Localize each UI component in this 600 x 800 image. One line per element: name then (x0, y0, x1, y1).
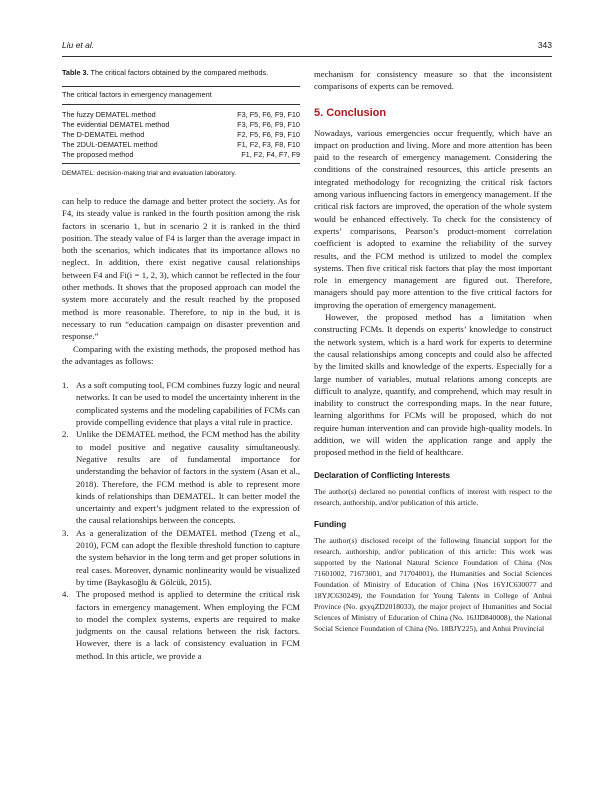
table-cell-method: The proposed method (62, 150, 134, 159)
table-row (62, 120, 300, 130)
running-header (62, 40, 552, 54)
table-caption-text: The critical factors obtained by the compared methods. (90, 68, 269, 77)
page-number: 343 (537, 40, 552, 50)
table-cell-method: The fuzzy DEMATEL method (62, 110, 156, 119)
left-column (62, 68, 300, 662)
header-author: Liu et al. (62, 40, 95, 50)
table-body (62, 105, 300, 163)
declaration-text: The author(s) declared no potential conflicts of interest with respect to the research, authorship, and/or publication of this article. (314, 486, 552, 507)
heading-declaration: Declaration of Conflicting Interests (314, 470, 451, 480)
list-item-number: 1. (62, 380, 69, 391)
paragraph-advantages-intro: Comparing with the existing methods, the proposed method has the advantages as follows: (62, 343, 300, 366)
list-item (62, 527, 300, 588)
table-cell-method: The 2DUL-DEMATEL method (62, 140, 158, 149)
list-item-text: The proposed method is applied to determine the critical risk factors in emergency management. When employing the FCM to model the complex systems, experts are required to make judgments on the causal relations between the risk factors. However, there is a lack of consistency evaluation in FCM method. In this article, we provide a (76, 589, 300, 661)
table-cell-method: The D-DEMATEL method (62, 130, 145, 139)
paragraph-conclusion-1: Nowadays, various emergencies occur frequently, which have an impact on production and living. More and more attention has been paid to the research of emergency management. Considering the conditions of the constrained resources, this article presents an integrated methodology for recognizing the critical risk factors among various influencing factors in emergency management. If the critical risk factors are improved, the operation of the whole system would be enhanced effectively. To check for the consistency of experts’ comparisons, Pearson’s product-moment correlation coefficient is adopted to examine the reliability of the survey results, and the FCM method is utilized to model the complex systems. Then five critical risk factors that play the most important role in emergency management are figured out. Therefore, managers should pay more attention to the five critical factors for improving the operation of emergency management. (314, 127, 552, 310)
heading-funding: Funding (314, 519, 347, 529)
list-item-text: As a generalization of the DEMATEL method (Tzeng et al., 2010), FCM can adopt the flexible threshold function to capture the system behavior in the long term and get proper solutions in real cases. Moreover, dynamic nonlinearity would be visualized by time (Baykasoğlu & Gölcük, 2015). (76, 527, 300, 587)
table-cell-factors: F3, F5, F6, F9, F10 (237, 120, 300, 129)
table-cell-factors: F2, F5, F6, F9, F10 (237, 130, 300, 139)
list-item-text: Unlike the DEMATEL method, the FCM method has the ability to model positive and negative causality simultaneously. Negative results are of fundamental importance for understanding the behavior of factors in the system (Asan et al., 2018). Therefore, the FCM method is able to represent more kinds of relationships than DEMATEL. It can better model the uncertainty and expert’s judgment related to the expression of the causal relationships between the concepts. (76, 429, 300, 526)
table-3 (62, 68, 300, 179)
table-row (62, 140, 300, 150)
funding-text: The author(s) disclosed receipt of the following financial support for the research, authorship, and/or publication of this article: This work was supported by the National Natural Science Foundation of China (Nos 71601002, 71673001, and 71704001), the Humanities and Social Sciences Foundation of Ministry of Education of China (Nos 16YJC630077 and 18YJC630249), the Foundation for Young Talents in College of Anhui Province (No. gxyqZD2018033), the major project of Humanities and Social Sciences of Ministry of Education of China (No. 16JJD840008), the National Social Science Foundation of China (No. 18BJY225), and Anhui Provincial (314, 535, 552, 633)
list-item-number: 3. (62, 527, 69, 538)
list-item (62, 588, 300, 662)
table-cell-factors: F1, F2, F3, F8, F10 (237, 140, 300, 149)
table-cell-factors: F1, F2, F4, F7, F9 (241, 150, 300, 159)
list-item-number: 2. (62, 429, 69, 440)
table-row (62, 110, 300, 120)
paragraph-f4-discussion: can help to reduce the damage and better protect the society. As for F4, its steady value is ranked in the fourth position among the risk factors in scenario 1, but in scenario 2 it is ranked in the third position. The steady value of F4 is larger than the average impact in both the scenarios, which indicates that its importance allows no neglect. In addition, there exist negative causal relationships between F4 and Fi(i = 1, 2, 3), which cannot be reflected in the four other methods. It shows that the proposed approach can model the system more accurately and the result reached by the proposed method is more reasonable. Therefore, to nip in the bud, it is necessary to run “education campaign on disaster prevention and response.” (62, 196, 300, 342)
paragraph-continuation: mechanism for consistency measure so that the inconsistent comparisons of experts can be removed. (314, 69, 552, 92)
table-caption (62, 68, 300, 78)
table-cell-method: The evidential DEMATEL method (62, 120, 170, 129)
section-title-conclusion: 5. Conclusion (314, 106, 387, 119)
table-cell-factors: F3, F5, F6, F9, F10 (237, 110, 300, 119)
advantages-list (62, 379, 300, 662)
paragraph-conclusion-2: However, the proposed method has a limitation when constructing FCMs. It depends on experts’ knowledge to construct the network system, which is a hard work for experts to determine the causal relationships among concepts and could also be affected by the limited skills and knowledge of the experts. Especially for a large number of variables, mutual relations among concepts are difficult to analyze, quantify, and comprehend, which may result in inability to construct the corresponding maps. In the near future, learning algorithms for FCMs will be proposed, which do not require human intervention and can provide high-quality models. In addition, we will widen the application range and apply the proposed method in the field of healthcare. (314, 312, 552, 458)
right-column (314, 68, 552, 634)
header-rule (62, 56, 552, 57)
table-note: DEMATEL: decision-making trial and evaluation laboratory. (62, 170, 237, 177)
table-bottom-rule (62, 163, 300, 164)
list-item (62, 428, 300, 526)
list-item-number: 4. (62, 589, 69, 600)
table-column-header: The critical factors in emergency management (62, 90, 212, 99)
table-label: Table 3. (62, 68, 89, 77)
table-row (62, 130, 300, 140)
table-row (62, 150, 300, 160)
list-item (62, 379, 300, 428)
list-item-text: As a soft computing tool, FCM combines fuzzy logic and neural networks. It can be used to model the uncertainty inherent in the complicated systems and the modeling capabilities of FCMs can provide compelling evidence that plays a vital rule in practice. (76, 380, 300, 428)
